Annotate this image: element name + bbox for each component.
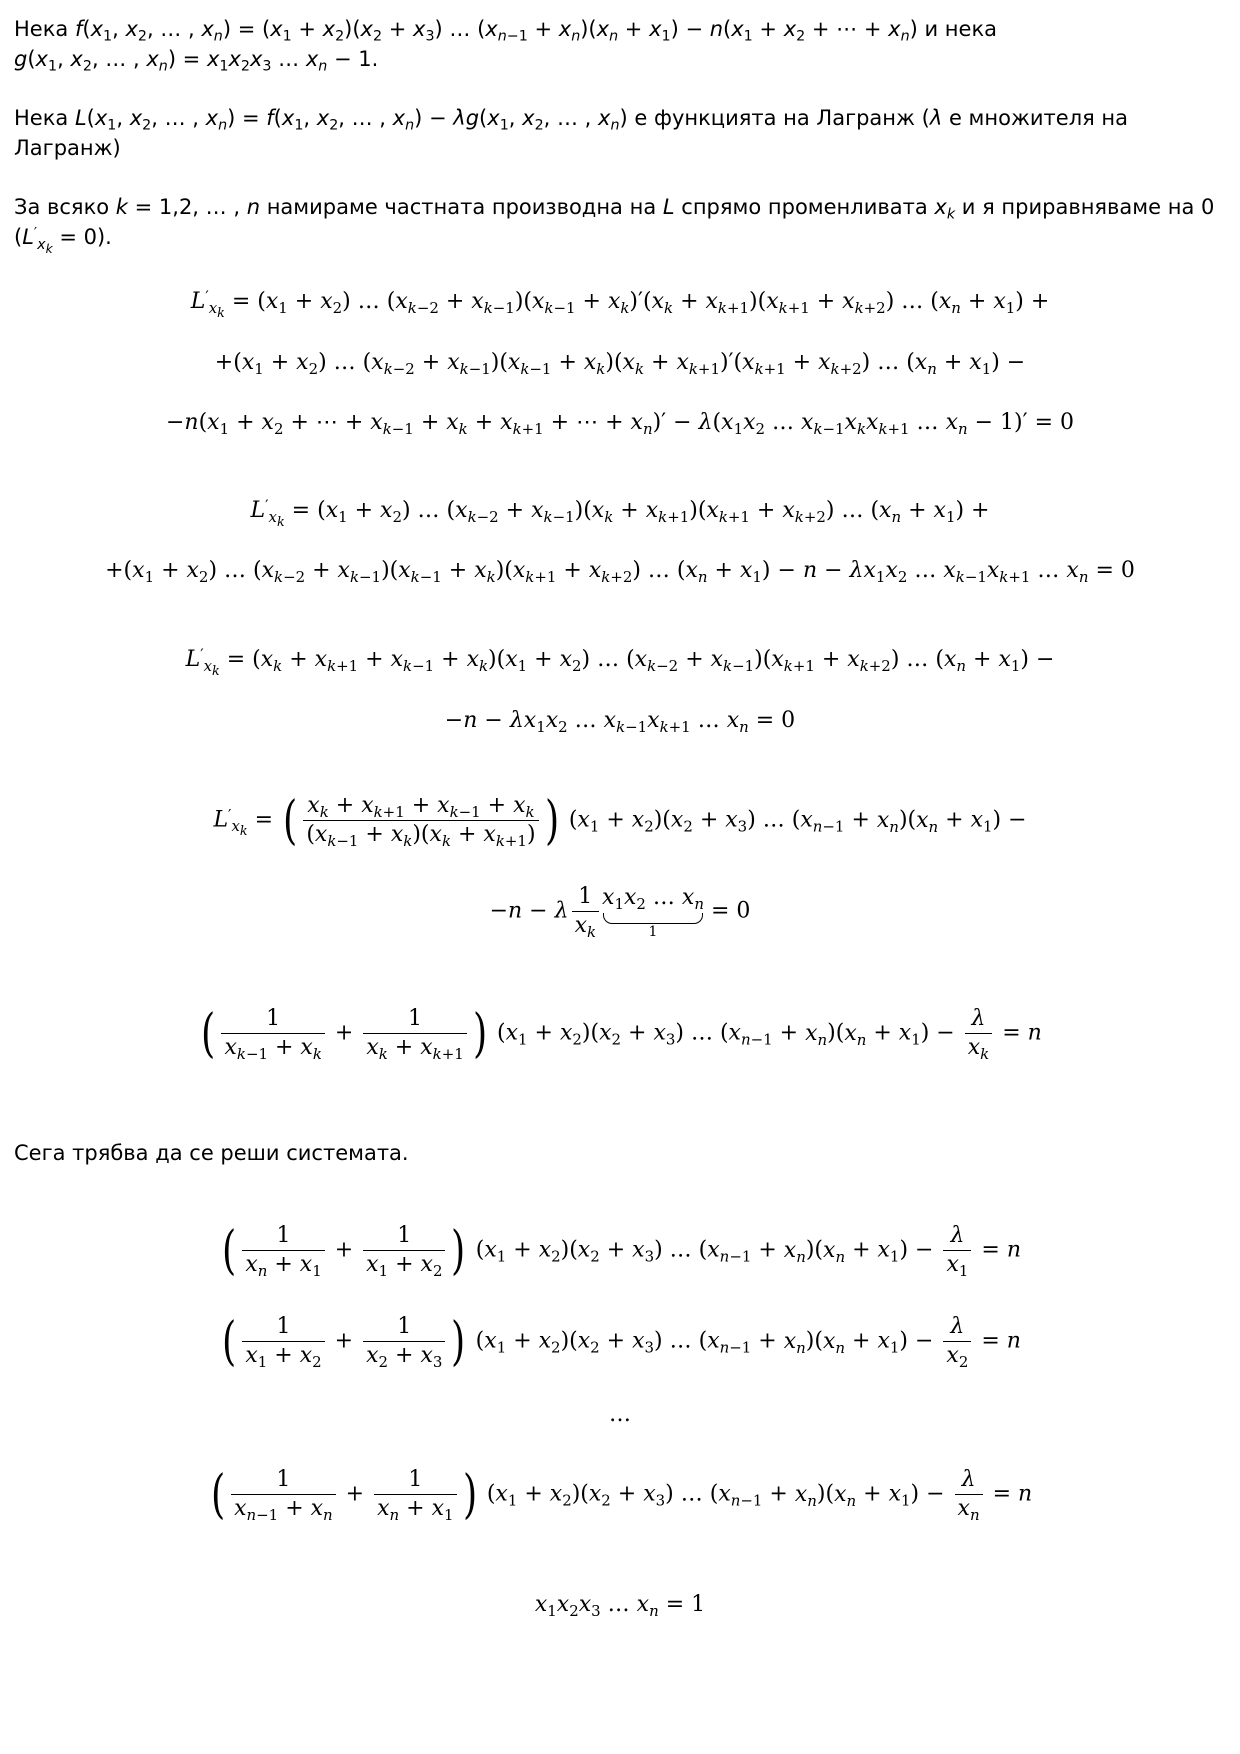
equation-block2-line1: $L'_{x_k} = (x_1 + x_2)$ … $(x_{k-2} + x_{k-1})(x_k + x_{k+1})(x_{k+1} + x_{k+2})$ … $(x_n + x_1)$ +	[250, 496, 990, 529]
word-and-let: и нека	[924, 17, 998, 41]
partial-derivative-intro: За всяко k = 1,2, … , n намираме частната производна на L спрямо променливата $x_k$ и я приравняваме на 0 $(L'_{x_k} = 0)$.	[14, 195, 1215, 256]
definition-f-g	[14, 14, 1229, 74]
fraction: $\frac{x_k + x_{k+1} + x_{k-1} + x_k}{(x_{k-1} + x_k)(x_k + x_{k+1})}$	[303, 792, 538, 849]
equation-block1-line3: $-n(x_1 + x_2$ + ⋯ + $x_{k-1} + x_k + x_{k+1}$ + ⋯ + $x_n)' - \lambda(x_1x_2$ … $x_{k-1}x_kx_{k+1}$ … $x_n - 1)' = 0$	[165, 410, 1075, 438]
equation-block1-line1: $L'_{x_k} = (x_1 + x_2)$ … $(x_{k-2} + x_{k-1})(x_{k-1} + x_k)'(x_k + x_{k+1})(x_{k+1} + x_{k+2})$ … $(x_n + x_1)$ +	[190, 287, 1050, 320]
equation-block4-line1: $L'_{x_k}$ = ( $\frac{x_k + x_{k+1} + x_{k-1} + x_k}{(x_{k-1} + x_k)(x_k + x_{k+1})}$ ) $(x_1 + x_2)(x_2 + x_3)$ … $(x_{n-1} + x_n)(x_n + x_1)$ −	[213, 790, 1027, 851]
system-ellipsis: …	[609, 1402, 631, 1427]
solve-sentence: Сега трябва да се реши системата.	[14, 1141, 409, 1165]
constraint-equation: $x_1x_2x_3$ … $x_n = 1$	[534, 1592, 706, 1620]
equation-block3-line2: $-n - \lambda x_1x_2$ … $x_{k-1}x_{k+1}$ … $x_n = 0$	[444, 708, 796, 736]
underbrace: $x_1x_2$ … $x_n$ 1	[602, 885, 704, 940]
definition-f-line: Нека $f(x_1$, $x_2$, … , $x_n) = (x_1 + x_2)(x_2 + x_3)$ … $(x_{n-1} + x_n)(x_n + x_1) - n(x_1 + x_2$ + ⋯ + $x_n$) и нека	[14, 17, 998, 45]
system-eq-1: ( $\frac{1}{x_n + x_1}$ + $\frac{1}{x_1 + x_2}$ ) $(x_1 + x_2)(x_2 + x_3)$ … $(x_{n-1} + x_n)(x_n + x_1)$ − $\frac{\lambda}{x_1}$ = n	[222, 1220, 1021, 1281]
definition-g-line: $g(x_1$, $x_2$, … , $x_n) = x_1x_2x_3$ … $x_n - 1$.	[14, 47, 379, 75]
equation-block3-line1: $L'_{x_k} = (x_k + x_{k+1} + x_{k-1} + x_k)(x_1 + x_2)$ … $(x_{k-2} + x_{k-1})(x_{k+1} + x_{k+2})$ … $(x_n + x_1)$ −	[185, 645, 1055, 678]
system-eq-2: ( $\frac{1}{x_1 + x_2}$ + $\frac{1}{x_2 + x_3}$ ) $(x_1 + x_2)(x_2 + x_3)$ … $(x_{n-1} + x_n)(x_n + x_1)$ − $\frac{\lambda}{x_2}$ = n	[222, 1311, 1021, 1372]
equation-block4-line2: −n − λ $\frac{1}{x_k}$ $x_1x_2$ … $x_n$ 1 = 0	[489, 884, 751, 941]
system-eq-n: ( $\frac{1}{x_{n-1} + x_n}$ + $\frac{1}{x_n + x_1}$ ) $(x_1 + x_2)(x_2 + x_3)$ … $(x_{n-1} + x_n)(x_n + x_1)$ − $\frac{\lambda}{x_n}$ = n	[210, 1464, 1033, 1525]
equation-block5: ( $\frac{1}{x_{k-1} + x_k}$ + $\frac{1}{x_k + x_{k+1}}$ ) $(x_1 + x_2)(x_2 + x_3)$ … $(x_{n-1} + x_n)(x_n + x_1)$ − $\frac{\lambda}{x_k}$ = n	[201, 1003, 1042, 1064]
word-neka: Нека	[14, 17, 69, 41]
fraction: $\frac{1}{x_k}$	[572, 883, 599, 940]
lagrange-definition: Нека $L(x_1$, $x_2$, … , $x_n) = f(x_1$, $x_2$, … , $x_n) - \lambda g(x_1$, $x_2$, … , $x_n$) е функцията на Лагранж (λ е множителя на Лагранж)	[14, 106, 1129, 160]
equation-block1-line2: $+(x_1 + x_2)$ … $(x_{k-2} + x_{k-1})(x_{k-1} + x_k)(x_k + x_{k+1})'(x_{k+1} + x_{k+2})$ … $(x_n + x_1)$ −	[214, 350, 1026, 378]
equation-block2-line2: $+(x_1 + x_2)$ … $(x_{k-2} + x_{k-1})(x_{k-1} + x_k)(x_{k+1} + x_{k+2})$ … $(x_n + x_1) - n - \lambda x_1x_2$ … $x_{k-1}x_{k+1}$ … $x_n = 0$	[105, 558, 1135, 586]
